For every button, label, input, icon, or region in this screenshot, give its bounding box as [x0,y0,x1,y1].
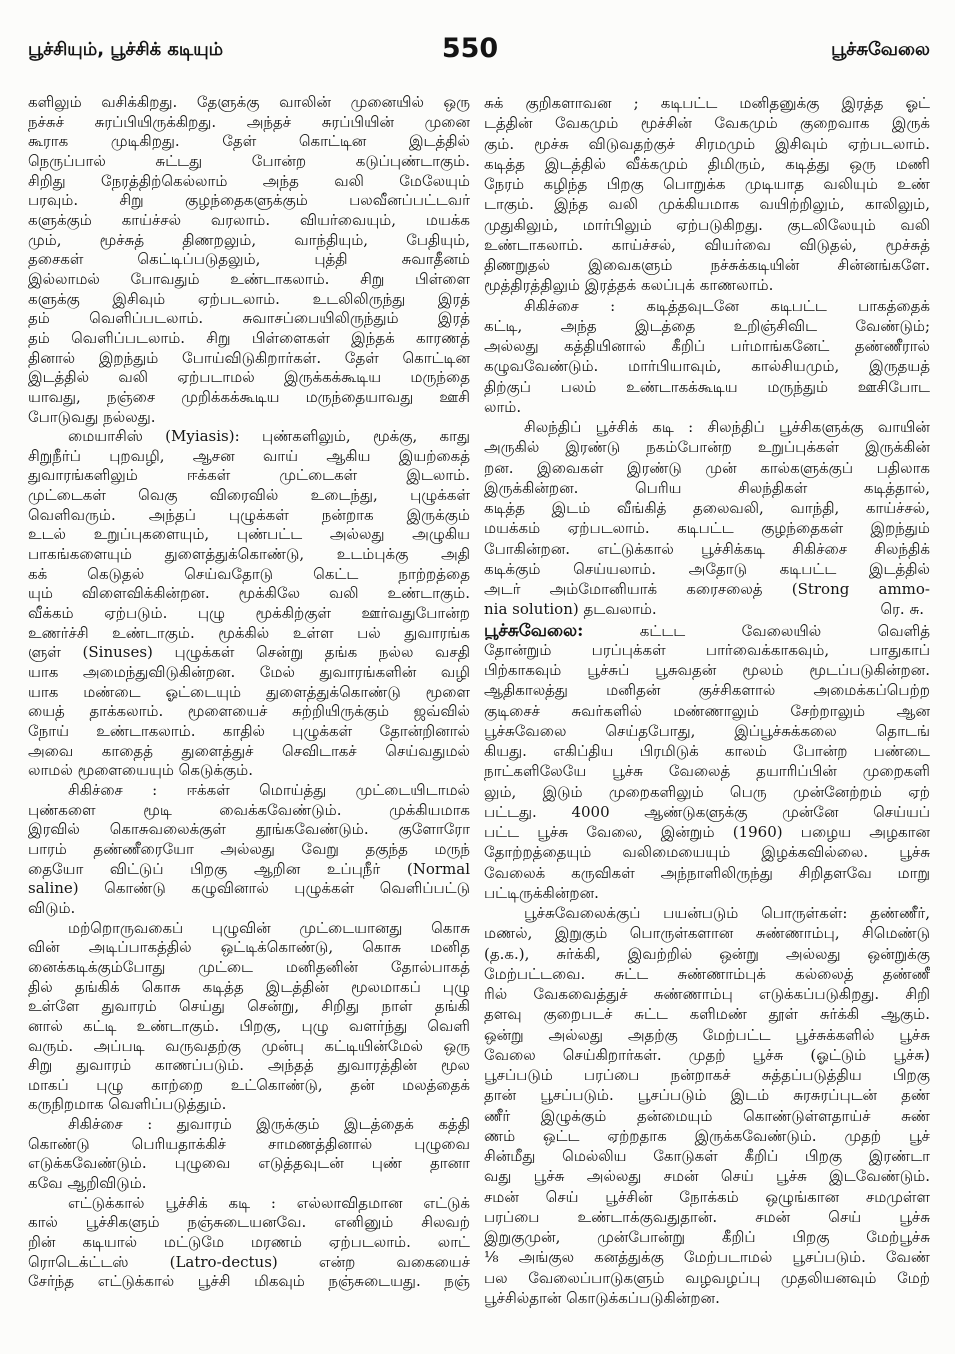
text-line [484,458,930,478]
text-line [484,923,930,943]
line-text: யும் விளைவிக்கின்றன. மூக்கிலே வலி உண்டாகும். [28,584,470,603]
text-line [28,663,470,683]
line-text: சிறுநீர்ப் புறவழி, ஆசன வாய் ஆகிய இயற்கைத் [28,446,470,465]
text-line [28,290,470,310]
line-text: களுக்கும் காய்ச்சல் வரலாம். வியர்வையும், மயக்க [28,210,470,229]
line-text: வின் அடிப்பாகத்தில் ஒட்டிக்கொண்டு, கொசு மனித [28,938,470,957]
line-text: முட்டைகள் வெகு விரைவில் உடைந்து, புழுக்கள் [28,486,470,505]
line-text: அவை காதைத் துளைத்துச் செவிடாகச் செய்வதுமல் [28,741,470,760]
line-text: தளவு குறைபடச் சுட்ட களிமண் தூள் சுர்க்கி ஆகும். [484,1005,930,1024]
text-line [484,964,930,984]
section-subheading: மையாசிஸ் (Myiasis): [68,427,240,446]
line-text: சமன் செய் பூச்சின் நோக்கம் ஒழுங்கான சமமுள்ள [484,1187,930,1206]
text-line [28,565,470,585]
line-text: துவாரங்களிலும் ஈக்கள் முட்டைகள் இடலாம். [28,466,470,485]
text-line [28,466,470,486]
line-text: தான் பூசப்படும். பூசப்படும் இடம் சுரசுரப்புடன் தண் [484,1086,930,1105]
paragraph [28,781,470,919]
text-line [484,397,930,417]
text-line [484,1126,930,1146]
text-line [28,1017,470,1037]
line-text: கொண்டு பெரியதாக்கிச் சாமணத்தினால் புழுவை [28,1134,470,1153]
text-line [28,1213,470,1233]
line-text: கடித்த இடம் வீங்கித் தலைவலி, வாந்தி, காய்ச்சல், [484,499,930,517]
line-text: nia solution) தடவலாம். [484,600,657,619]
text-line [484,802,930,822]
text-line [28,1253,470,1273]
line-text: மூத்திரத்திலும் இரத்தக் கலப்புக் காணலாம். [484,276,774,295]
text-line [484,93,930,113]
text-line [28,113,470,133]
line-text: பரவும். சிறு குழந்தைகளுக்கும் பலவீனப்பட்டவர் [28,191,470,210]
text-line [28,781,470,801]
text-line [28,1135,470,1155]
line-text: மும், மூச்சுத் திணறலும், வாந்தியும், பேதியும், [28,230,470,249]
line-text: நாட்களிலேயே பூச்சு வேலைத் தயாரிப்பின் முறைகளி [484,762,930,781]
text-line [484,883,930,903]
text-line [484,356,930,376]
text-line [28,447,470,467]
paragraph [28,93,470,427]
line-text: திற்குப் பலம் உண்டாகக்கூடிய மருந்தும் ஊசிபோட [484,377,930,396]
text-line [484,863,930,883]
line-text: ணீர் இழுக்கும் தன்மையும் கொண்டுள்ளதாய்ச் சுண் [484,1106,930,1125]
text-line [28,1037,470,1057]
line-text: உள்ளே துவாரம் செய்து சென்று, சிறிது நாள் தங்கி [28,997,470,1016]
text-line [28,270,470,290]
text-line [484,1207,930,1227]
text-line [484,1045,930,1065]
text-line [484,336,930,356]
text-line [484,377,930,397]
line-text: உண்டாகலாம். காய்ச்சல், வியர்வை விடுதல், மூச்சுத் [484,235,930,254]
line-text: பட்டது. 4000 ஆண்டுகளுக்கு முன்னே செய்யப் [484,802,930,821]
line-text: ரொடெக்ட்டஸ் (Latro-dectus) என்ற வகையைச் [28,1252,470,1271]
text-line [484,620,930,640]
line-text: மாகப் புழு காற்றை உட்கொண்டு, தன் மலத்தைக் [28,1075,470,1094]
line-text: ஈக்கள் மொய்த்து முட்டையிடாமல் [186,780,470,799]
line-text: saline) கொண்டு கழுவினால் புழுக்கள் வெளிப்பட்டு [28,879,470,898]
line-text: றின் கடியால் மட்டுமே மரணம் ஏற்படலாம். லாட் [28,1233,470,1252]
line-text: ஆதிகாலத்து மனிதன் குச்சிகளால் அமைக்கப்பெற்ற [484,681,930,700]
text-line [28,1272,470,1292]
line-text: போடுவது நல்லது. [28,407,156,426]
text-line [28,899,470,919]
line-text: இரவில் கொசுவலைக்குள் தூங்கவேண்டும். குளோரோ [28,820,470,839]
line-text: துவாரம் இருக்கும் இடத்தைக் கத்தி [176,1115,470,1134]
line-text: ரில் வேகவைத்துச் சுண்ணாம்பு எடுக்கப்படுகிறது. சிறி [484,985,930,1003]
line-text: டத்தின் வேகமும் மூச்சின் வேகமும் குறைவாக இருக் [484,114,930,133]
line-text: குடிசைச் சுவர்களில் மண்ணாலும் சேற்றாலும் ஆன [484,701,930,720]
right-text-column [484,93,930,1343]
text-line [484,680,930,700]
line-text: இடத்தில் வலி ஏற்படாமல் இருக்கக்கூடிய மருந்தை [28,368,470,387]
line-text: இல்லாமல் போவதும் உண்டாகலாம். சிறு பிள்ளை [28,269,470,288]
text-line [28,840,470,860]
text-line [28,349,470,369]
text-line [28,132,470,152]
running-head-left: பூச்சியும், பூச்சிக் கடியும் [28,39,224,60]
line-text: சின்மீது மெல்லிய கோடுகள் கீறிப் பிறகு இரண்டா [484,1147,930,1165]
paragraph [484,93,930,296]
line-text: நெருப்பால் சுட்டது போன்ற கடுப்புண்டாகும். [28,151,470,170]
line-text: மற்றொருவகைப் புழுவின் முட்டையானது கொசு [68,918,470,937]
line-text: வேலைக் கருவிகள் அந்நாளிலிருந்து சிறிதளவே மாறு [484,863,930,882]
line-text: டாகும். இந்த வலி முக்கியமாக வயிற்றிலும், காலிலும், [484,195,930,214]
text-line [484,235,930,255]
text-line [28,1194,470,1214]
line-text: நோய் உண்டாகலாம். காதில் புழுக்கள் தோன்றினால் [28,722,470,740]
line-text: ஒன்று அல்லது அதற்கு மேற்பட்ட பூச்சுக்களில் பூச்சு [484,1025,930,1044]
line-text: வேலை செய்கிறார்கள். முதற் பூச்சு (ஓட்டும் பூச்சு) [484,1045,930,1064]
text-line [28,801,470,821]
text-line [484,1187,930,1207]
text-line [484,842,930,862]
line-text: புண்களை மூடி வைக்கவேண்டும். முக்கியமாக [28,800,470,819]
line-text: பூசப்படும் பரப்பை நன்றாகச் சுத்தப்படுத்திய பிறகு [484,1066,930,1084]
line-text: தினால் இறந்தும் போய்விடுகிறார்கள். தேள் கொட்டின [28,348,470,367]
line-text: தோன்றும் பரப்புக்கள் பார்வைக்காகவும், பாதுகாப் [484,640,930,659]
line-text: கக் கெடுதல் செய்வதோடு கெட்ட நாற்றத்தை [28,564,470,583]
text-line [28,702,470,722]
line-text: கால் பூச்சிகளும் நஞ்சுடையனவே. எனினும் சிலவற் [28,1213,470,1232]
line-text: மேற்பட்டவை. சுட்ட சுண்ணாம்புக் கல்லைத் தண்ணீ [484,964,930,983]
line-text: தையோ விட்டுப் பிறகு ஆறின உப்புநீர் (Normal [28,859,470,878]
line-text: அல்லது கத்தியினால் கீறிப் பர்மாங்கனேட் தண்ணீரால் [484,337,930,355]
line-text: யாவது, நஞ்சை முறிக்கக்கூடிய மருந்தையாவது ஊசி [28,387,470,406]
line-text: அருகில் இரண்டு நகம்போன்ற உறுப்புக்கள் இருக்கின் [484,438,930,457]
text-line [484,721,930,741]
text-line [28,250,470,270]
text-line [28,368,470,388]
text-line [484,194,930,214]
text-line [484,559,930,579]
line-text: நச்சுச் சுரப்பியிருக்கிறது. அந்தச் சுரப்பியின் முனை [28,112,470,131]
text-line [484,701,930,721]
text-line [28,506,470,526]
text-line [484,984,930,1004]
line-text: அடர் அம்மோனியாக் கரைசலைத் (Strong ammo- [484,580,930,598]
text-line [28,1095,470,1115]
text-line [28,742,470,762]
section-subheading: எட்டுக்கால் பூச்சிக் கடி : [68,1193,276,1212]
text-line [484,1227,930,1247]
text-line [484,539,930,559]
text-line [484,761,930,781]
text-line [484,417,930,437]
text-line [28,1233,470,1253]
section-subheading: பூச்சுவேலைக்குப் பயன்படும் பொருள்கள்: [524,904,848,922]
text-line [484,296,930,316]
paragraph [484,296,930,418]
left-text-column [28,93,470,1323]
line-text: லும், இடும் முறைகளிலும் பெரு முன்னேற்றம் ஏற் [484,782,930,801]
text-line [484,903,930,923]
line-text: முதுகிலும், மார்பிலும் ஏற்படுகிறது. குடலிலேயும் வலி [484,215,930,234]
line-text: லாம். [484,397,522,416]
line-text: றன. இவைகள் இரண்டு முன் கால்களுக்குப் பதிலாக [484,458,930,477]
text-line [484,498,930,518]
line-text: உணர்ச்சி உண்டாகும். மூக்கில் உள்ள பல் துவாரங்க [28,623,470,642]
section-subheading: சிகிச்சை : [524,296,616,315]
text-line [28,820,470,840]
line-text: சிறிது நேரத்திற்கெல்லாம் அந்த வலி மேலேயும் [28,171,470,190]
text-line [28,388,470,408]
text-line [28,525,470,545]
text-line [28,172,470,192]
text-line [28,329,470,349]
text-line [484,640,930,660]
line-text: யாக அமைந்துவிடுகின்றன. மேல் துவாரங்களின் வழி [28,663,470,682]
line-text: வீக்கம் ஏற்படும். புழு மூக்கிற்குள் ஊர்வதுபோன்ற [28,604,470,623]
text-line [484,437,930,457]
text-line [28,93,470,113]
line-text: கடித்த இடத்தில் வீக்கமும் திமிரும், கடித்து ஒரு மணி [484,154,930,173]
text-line [484,1085,930,1105]
line-text: னைக்கடிக்கும்போது முட்டை மனிதனின் தோல்பாகத் [28,957,470,976]
text-line [484,518,930,538]
line-text: எடுக்கவேண்டும். புழுவை எடுத்தவுடன் புண் தானா [28,1154,470,1173]
section-subheading: சிகிச்சை : [68,780,158,799]
line-text: லாமல் மூளையையும் கெடுக்கும். [28,761,254,780]
line-text: கழுவவேண்டும். மார்பியாவும், கால்சியமும், இருதயத் [484,357,930,376]
line-text: கூராக முடிகிறது. தேள் கொட்டின இடத்தில் [28,132,470,151]
text-line [28,604,470,624]
line-text: விடும். [28,898,76,917]
line-text: பாகங்களையும் துளைத்துக்கொண்டு, உடம்புக்கு அதி [28,545,470,564]
line-text: பிற்காகவும் பூச்சுப் பூசுவதன் மூலம் மூடப்படுகின்றன. [484,661,930,679]
line-text: இருக்கின்றன. பெரிய சிலந்திகள் கடித்தால், [484,478,930,497]
text-line [484,1065,930,1085]
text-line [484,1146,930,1166]
text-line [484,579,930,599]
line-text: வெளிவரும். அந்தப் புழுக்கள் நன்றாக இருக்கும் [28,505,470,524]
text-line [484,944,930,964]
line-text: பூச்சுவேலை செய்தபோது, இப்பூச்சுக்கலை தொடங் [484,721,930,740]
line-text: ⅛ அங்குல கனத்துக்கு மேற்படாமல் பூசப்படும். வேண் [484,1248,930,1267]
text-line [28,1076,470,1096]
line-text: தசைகள் கெட்டிப்படுதலும், புத்தி சுவாதீனம் [28,250,470,269]
line-text: இறுகுமுன், முன்போன்று கீறிப் பிறகு மேற்பூச்சு [484,1228,930,1246]
text-line [28,211,470,231]
text-line [484,1268,930,1288]
line-text: திணறுதல் இவைகளும் நச்சுக்கடியின் சின்னங்களே. [484,256,930,274]
section-subheading: சிலந்திப் பூச்சிக் கடி : [524,418,694,436]
line-text: கவே ஆறிவிடும். [28,1174,147,1193]
text-line [484,599,930,619]
text-line [28,761,470,781]
line-text: சுக் குறிகளாவன ; கடிபட்ட மனிதனுக்கு இரத்த ஓட் [484,94,930,112]
author-initials: ரெ. சு. [880,600,924,619]
line-text: கியது. எகிப்திய பிரமிடுக் காலம் போன்ற பண்டை [484,742,930,760]
line-text: தம் வெளிப்படலாம். சிறு பிள்ளைகள் இந்தக் காரணத் [28,328,470,347]
text-line [28,938,470,958]
text-line [28,427,470,447]
text-line [28,231,470,251]
line-text: கடித்தவுடனே கடிபட்ட பாகத்தைக் [646,296,930,315]
section-subheading: சிகிச்சை : [68,1115,153,1134]
paragraph [28,427,470,781]
text-line [28,683,470,703]
line-text: உடல் உறுப்புகளையும், புண்பட்ட அல்லது அழுகிய [28,525,470,544]
text-line [484,660,930,680]
line-text: தண்ணீர், [870,904,930,922]
line-text: சிறு துவாரம் காணப்படும். அந்தத் துவாரத்தின் மூல [28,1056,470,1075]
text-line [484,1004,930,1024]
line-text: தில் தங்கிக் கொசு கடித்த இடத்தின் மூலமாகப் புழு [28,977,470,996]
text-line [28,486,470,506]
line-text: பரப்பை உண்டாக்குவதுதான். சமன் செய் பூச்சு [484,1207,930,1226]
text-line [484,1166,930,1186]
text-line [28,408,470,428]
text-line [28,958,470,978]
text-line [28,309,470,329]
line-text: தம் வெளிப்படலாம். சுவாசப்பையிலிருந்தும் இரத் [28,309,470,328]
line-text: வது பூச்சு அல்லது சமன் செய் பூச்சு இடவேண்டும். [484,1167,930,1186]
text-line [484,822,930,842]
line-text: பல வேலைப்பாடுகளும் வழவழப்பு முதலியனவும் மேற் [484,1268,930,1287]
line-text: வரும். அப்படி வருவதற்கு முன்பு கட்டியின்மேல் ஒரு [28,1036,470,1055]
text-line [28,1056,470,1076]
text-line [28,1115,470,1135]
text-line [484,255,930,275]
entry-title: பூச்சுவேலை: [484,619,584,640]
text-line [28,624,470,644]
line-text: பூச்சில்தான் கொடுக்கப்படுகின்றன. [484,1288,720,1307]
line-text: சேர்ந்த எட்டுக்கால் பூச்சி மிகவும் நஞ்சுடையது. நஞ் [28,1272,470,1291]
paragraph [28,919,470,1116]
line-text: களுக்கு இசிவும் ஏற்படலாம். உடலிலிருந்து இரத் [28,289,470,308]
line-text: னால் கட்டி உண்டாகும். பிறகு, புழு வளர்ந்து வெளி [28,1016,470,1035]
line-text: கருநிறமாக வெளிப்படுத்தும். [28,1095,227,1114]
paragraph [28,1115,470,1194]
text-line [28,860,470,880]
line-text: நேரம் கழிந்த பிறகு பொறுக்க முடியாத வலியும் உண் [484,175,930,193]
line-text: யாக மண்டை ஓட்டையும் துளைத்துக்கொண்டு மூளை [28,682,470,701]
paragraph [484,620,930,904]
line-text: பட்ட பூச்சு வேலை, இன்றும் (1960) பழைய அழகான [484,823,930,841]
paragraph [28,1194,470,1292]
line-text: கடிக்கும் செய்யலாம். அதோடு கடிபட்ட இடத்தில் [484,559,930,578]
line-text: களிலும் வசிக்கிறது. தேளுக்கு வாலின் முனையில் ஒரு [28,93,470,111]
text-line [28,997,470,1017]
text-line [484,134,930,154]
line-text: மயக்கம் ஏற்படலாம். கடிபட்ட குழந்தைகள் இறந்தும் [484,519,930,538]
line-text: யைத் தாக்கலாம். மூளையைச் சுற்றியிருக்கும் ஜவ்வில் [28,702,470,721]
text-line [484,1247,930,1267]
text-line [28,1154,470,1174]
text-line [484,113,930,133]
line-text: (த.க.), சுர்க்கி, இவற்றில் ஒன்று அல்லது ஒன்றுக்கு [484,944,930,963]
line-text: பட்டிருக்கின்றன. [484,883,599,902]
line-text: தோற்றத்தையும் வலிமையையும் இழக்கவில்லை. பூச்சு [484,843,930,862]
text-line [484,154,930,174]
text-line [484,316,930,336]
line-text: மணல், இறுகும் பொருள்களான சுண்ணாம்பு, சிமெண்டு [484,924,930,943]
text-line [28,584,470,604]
line-text: புண்களிலும், மூக்கு, காது [261,427,470,446]
page-number: 550 [441,33,499,64]
text-line [484,215,930,235]
text-line [28,643,470,663]
running-head-right: பூச்சுவேலை [831,39,930,60]
line-text: பாரம் தண்ணீரையோ அல்லது வேறு தகுந்த மருந் [28,839,470,858]
line-text: ளுள் (Sinuses) புழுக்கள் சென்று தங்க நல்ல வசதி [28,643,470,662]
text-line [28,879,470,899]
line-text: போகின்றன. எட்டுக்கால் பூச்சிக்கடி சிகிச்சை சிலந்திக் [484,539,930,558]
text-line [484,741,930,761]
paragraph [484,417,930,620]
text-line [28,1174,470,1194]
text-line [484,1106,930,1126]
text-line [484,1288,930,1308]
line-text: கும். மூச்சு விடுவதற்குச் சிரமமும் இசிவும் ஏற்படலாம். [484,134,930,153]
text-line [28,919,470,939]
line-text: கட்டட வேலையில் வெளித் [639,621,930,640]
text-line [28,152,470,172]
paragraph [484,903,930,1308]
line-text: எல்லாவிதமான எட்டுக் [296,1193,470,1212]
text-line [28,978,470,998]
text-line [484,478,930,498]
text-line [484,275,930,295]
text-line [484,174,930,194]
line-text: ணம் ஒட்ட ஏற்றதாக இருக்கவேண்டும். முதற் பூச் [484,1126,930,1145]
line-text: சிலந்திப் பூச்சிகளுக்கு வாயின் [707,418,930,436]
text-line [484,782,930,802]
text-line [28,191,470,211]
text-line [28,545,470,565]
text-line [484,1025,930,1045]
text-line [28,722,470,742]
line-text: கட்டி, அந்த இடத்தை உறிஞ்சிவிட வேண்டும்; [484,316,930,335]
